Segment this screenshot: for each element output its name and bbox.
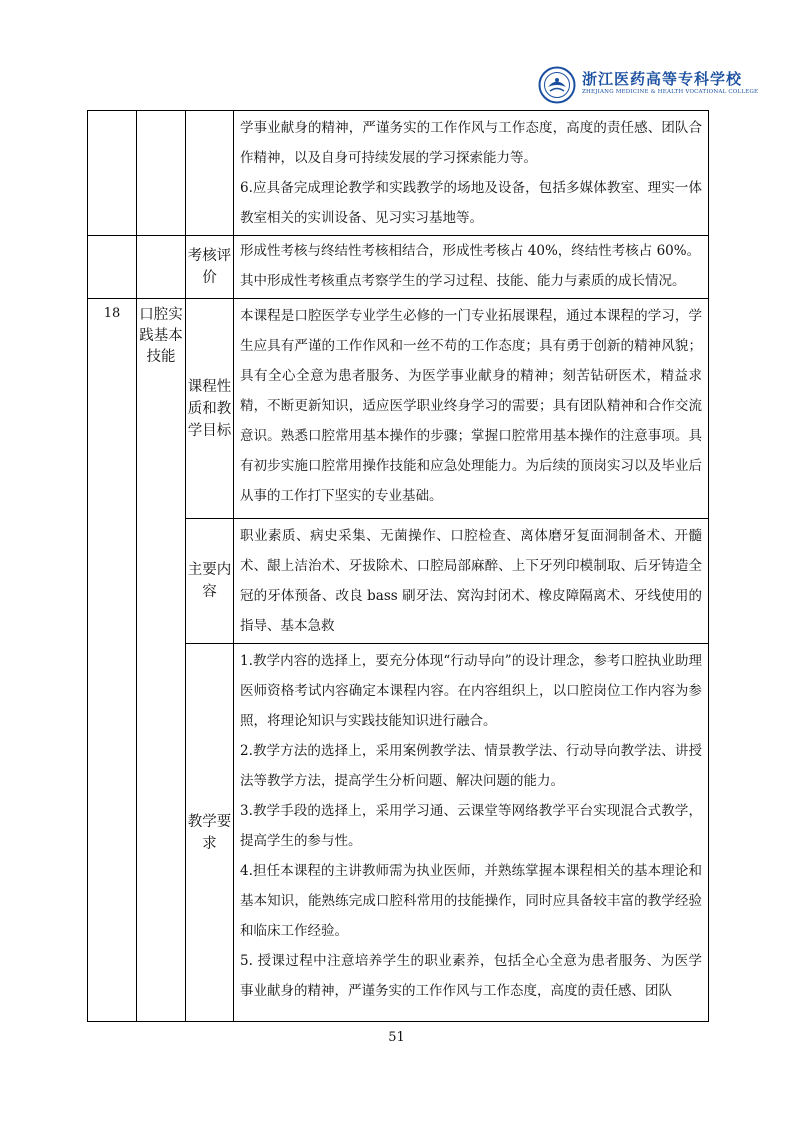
- continued-requirements-cell: [234, 111, 709, 236]
- requirement-item: 4.担任本课程的主讲教师需为执业医师，并熟练掌握本课程相关的基本理论和基本知识，能熟练完成口腔科常用的技能操作，同时应具备较丰富的教学经验和临床工作经验。: [240, 863, 702, 939]
- table-row: [88, 299, 709, 519]
- requirement-paragraph: 6.应具备完成理论教学和实践教学的场地及设备，包括多媒体教室、理实一体教室相关的实训设备、见习实习基地等。: [240, 180, 702, 226]
- table-row: [88, 236, 709, 299]
- page-number: 51: [388, 1030, 405, 1045]
- goals-label: 课程性质和教学目标: [186, 299, 234, 519]
- requirement-item: 1.教学内容的选择上，要充分体现“行动导向”的设计理念，参考口腔执业助理医师资格考试内容确定本课程内容。在内容组织上，以口腔岗位工作内容为参照，将理论知识与实践技能知识进行融合。: [240, 653, 702, 729]
- requirements-cell: [234, 644, 709, 1022]
- requirement-item: 3.教学手段的选择上，采用学习通、云课堂等网络教学平台实现混合式教学，提高学生的参与性。: [240, 803, 702, 849]
- content-text: 职业素质、病史采集、无菌操作、口腔检查、离体磨牙复面洞制备术、开髓术、龈上洁治术、牙拔除术、口腔局部麻醉、上下牙列印模制取、后牙铸造全冠的牙体预备、改良 bass 刷牙法、窝沟封闭术、橡皮障隔离术、牙线使用的指导、基本急救: [234, 519, 709, 644]
- requirement-paragraph: 学事业献身的精神，严谨务实的工作作风与工作态度，高度的责任感、团队合作精神，以及自身可持续发展的学习探索能力等。: [240, 120, 702, 166]
- requirement-item: 2.教学方法的选择上，采用案例教学法、情景教学法、行动导向教学法、讲授法等教学方法，提高学生分析问题、解决问题的能力。: [240, 743, 702, 789]
- requirement-item: 5. 授课过程中注意培养学生的职业素养，包括全心全意为患者服务、为医学事业献身的精神，严谨务实的工作作风与工作态度，高度的责任感、团队: [240, 953, 702, 999]
- college-logo: [538, 66, 759, 106]
- college-name: 浙江医药高等专科学校: [582, 70, 743, 88]
- assessment-label: 考核评价: [186, 236, 234, 299]
- goals-text: 本课程是口腔医学专业学生必修的一门专业拓展课程，通过本课程的学习，学生应具有严谨的工作作风和一丝不苟的工作态度；具有勇于创新的精神风貌；具有全心全意为患者服务、为医学事业献身的精神；刻苦钻研医术，精益求精，不断更新知识，适应医学职业终身学习的需要；具有团队精神和合作交流意识。熟悉口腔常用基本操作的步骤；掌握口腔常用基本操作的注意事项。具有初步实施口腔常用操作技能和应急处理能力。为后续的顶岗实习以及毕业后从事的工作打下坚实的专业基础。: [234, 299, 709, 519]
- course-name-cell-empty: [137, 236, 186, 299]
- college-emblem-icon: [538, 66, 576, 104]
- label-cell-empty: [186, 111, 234, 236]
- number-cell-empty: [88, 111, 137, 236]
- content-label: 主要内容: [186, 519, 234, 644]
- course-name: 口腔实践基本技能: [137, 299, 186, 1022]
- college-name-en: ZHEJIANG MEDICINE & HEALTH VOCATIONAL COLLEGE: [582, 89, 759, 95]
- table-row: [88, 111, 709, 236]
- assessment-text: 形成性考核与终结性考核相结合，形成性考核占 40%，终结性考核占 60%。其中形成性考核重点考察学生的学习过程、技能、能力与素质的成长情况。: [234, 236, 709, 299]
- course-number: 18: [88, 299, 137, 1022]
- requirements-label: 教学要求: [186, 644, 234, 1022]
- course-table: [87, 110, 709, 1022]
- number-cell-empty: [88, 236, 137, 299]
- course-name-cell-empty: [137, 111, 186, 236]
